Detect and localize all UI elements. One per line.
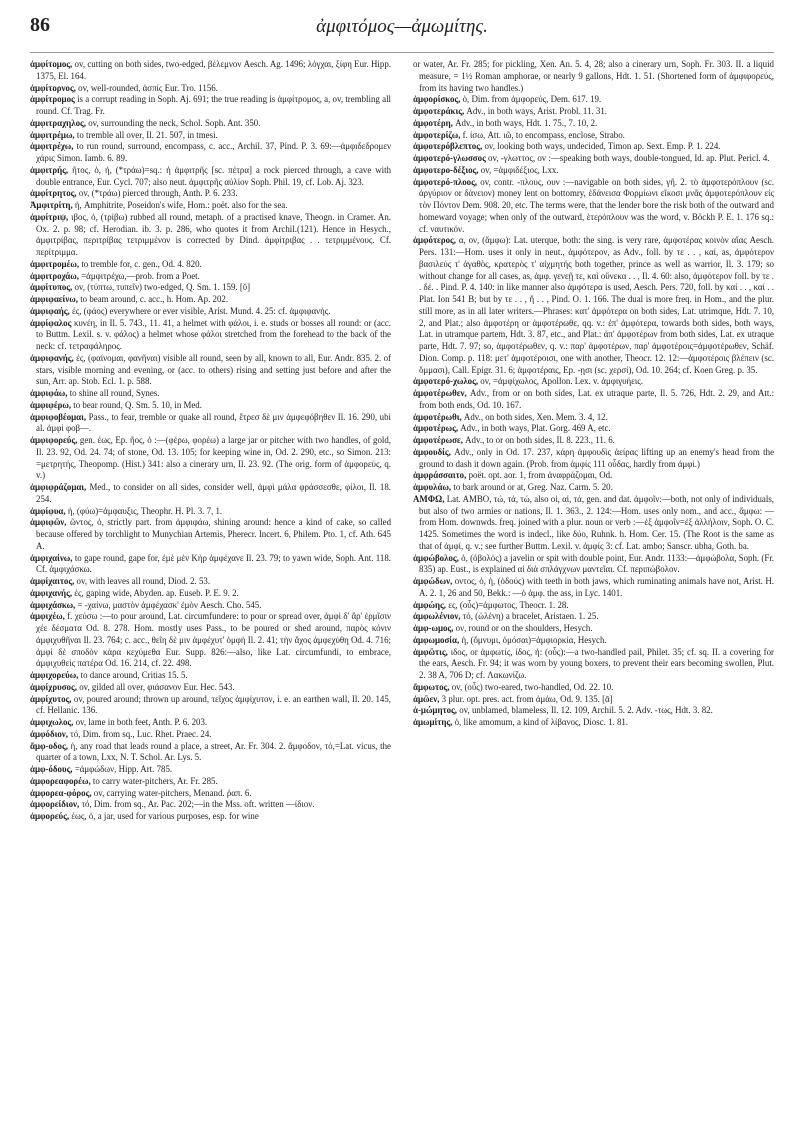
entry-headword: ἀμφίτορνος, [30, 82, 76, 93]
dictionary-entry [413, 165, 774, 177]
entry-definition: =ἀμφώδων, Hipp. Art. 785. [74, 764, 173, 774]
entry-definition: ov, cutting on both sides, two-edged, βέλεμνον Aesch. Ag. 1496; λόγχαι, ξίφη Eur. Hipp. 1375, El. 164. [36, 59, 391, 81]
dictionary-entry [30, 294, 391, 306]
entry-definition: or water, Ar. Fr. 285; for pickling, Xen. An. 5. 4, 28; also a cinerary urn, Soph. Fr. 303. II. a liquid measure, = 1½ Roman amphorae, or nearly 9 gallons, Hdt. 1. 51. (Shortened form of ἀμφιφορεύς, from its having two handles.) [413, 59, 774, 93]
entry-headword: ἀμφοτεράκις, [413, 106, 465, 116]
entry-definition: to bark around or at, Greg. Naz. Carm. 5. 20. [453, 482, 613, 492]
entry-definition: ov, with leaves all round, Diod. 2. 53. [76, 576, 211, 586]
entry-headword: ἀμφίφυα, [30, 505, 66, 516]
dictionary-entry [30, 282, 391, 294]
entry-definition: τό, (ὠλένη) a bracelet, Aristaen. 1. 25. [462, 611, 599, 622]
entry-headword: Ἀμφιτρίτη, [30, 200, 73, 210]
entry-headword: ἀμφίχρυσος, [30, 681, 77, 692]
right-column [413, 59, 774, 1121]
entry-definition: ές, gaping wide, Abyden. ap. Euseb. P. E. 9. 2. [74, 587, 239, 598]
entry-headword: ἀμφορείδιον, [30, 799, 80, 810]
entry-definition: ov, carrying water-pitchers, Menand. ῥαπ. 6. [93, 787, 252, 798]
entry-headword: ἀμφίτομος, [30, 59, 73, 69]
dictionary-entry [30, 776, 391, 788]
entry-definition: ῆτος, ὁ, ἡ, (*τράω)=sq.: ἡ ἀμφιτρῆς [sc. πέτρα] a rock pierced through, a cave with double entrance, Eur. Cycl. 707; also neut. ἀμφιτρῆς αὐλίον Soph. Phil. 19, cf. Lob. Aj. 323. [36, 164, 391, 187]
dictionary-entry [30, 576, 391, 588]
entry-definition: ιβος, ὁ, (τρίβω) rubbed all round, metaph. of a practised knave, Theogn. in Cramer. An. Ox. 2. p. 98; cf. Herodian. ib. 3. p. 286, who quotes it from Archil.(121). Hence in Hesych., ἀμφιτρίβας, περιτρίβας τετριμμένον is corrected by Dind. ἀμφίτριβας . . τετριμμένους. Cf. περίτριμμα. [36, 211, 391, 257]
entry-headword: ἄμφωτος, [413, 681, 450, 692]
entry-headword: ἀμφοτερο-δέξιος, [413, 164, 479, 175]
dictionary-entry [30, 83, 391, 95]
entry-headword: ἀμφιφάω, [30, 388, 68, 398]
entry-definition: to tremble for, c. gen., Od. 4. 820. [81, 258, 202, 269]
dictionary-entry [30, 588, 391, 600]
entry-headword: ΑΜΦΩ, [413, 493, 445, 504]
dictionary-entry [30, 694, 391, 718]
dictionary-entry [413, 118, 774, 130]
dictionary-entry [30, 435, 391, 482]
entry-headword: ἀμφορίσκος, [413, 94, 461, 105]
entry-headword: ἀμφίφαλος [30, 317, 72, 328]
entry-headword: ἀμφῶτις, [413, 646, 448, 657]
entry-headword: ἀμφυλάω, [413, 482, 452, 492]
dictionary-entry [30, 130, 391, 142]
entry-headword: ἀμφώδων, [413, 576, 453, 586]
entry-headword: ἀμφίτυπος, [30, 282, 73, 293]
entry-headword: ἀμφώης, [413, 599, 447, 610]
dictionary-entry [413, 412, 774, 424]
dictionary-entry [413, 694, 774, 706]
entry-definition: to bear round, Q. Sm. 5. 10, in Med. [73, 399, 202, 410]
dictionary-entry [30, 353, 391, 388]
entry-definition: ov, (τύπτω, τυπεῖν) two-edged, Q. Sm. 1. 159. [ῠ] [74, 282, 251, 293]
entry-headword: ἀμφιφῶν, [30, 517, 67, 528]
entry-headword: ἀμῶεν, [413, 693, 440, 704]
entry-definition: = -χαίνω, μαστὸν ἀμφέχασκ' ἐμὸν Aesch. Cho. 545. [77, 599, 262, 610]
dictionary-entry [413, 470, 774, 482]
dictionary-entry [30, 517, 391, 552]
entry-headword: ἀμφίχαιτος, [30, 576, 75, 586]
dictionary-entry [30, 717, 391, 729]
entry-definition: οντος, ὁ, ἡ, (ὀδούς) with teeth in both jaws, which ruminating animals have not, Arist. H. A. 2. 1, 26 and 50, Bekk.: —ὁ ἀμφ. the ass, in Lyc. 1401. [419, 576, 774, 598]
entry-definition: f. ίσω, Att. ιῶ, to encompass, enclose, Strabo. [462, 129, 625, 140]
entry-definition: to tremble all over, Il. 21. 507, in tmesi. [76, 129, 218, 140]
dictionary-entry [30, 553, 391, 577]
dictionary-entry [413, 705, 774, 717]
entry-definition: ov, unblamed, blameless, Il. 12. 109, Archil. 5. 2. Adv. -τως, Hdt. 3. 82. [459, 705, 713, 716]
dictionary-entry [413, 717, 774, 729]
entry-headword: ἀμφιτραχηλος, [30, 117, 86, 128]
entry-headword: ἀμφοτερό-γλωσσος [413, 153, 486, 163]
entry-definition: Adv., in both ways, Arist. Probl. 11. 31. [466, 106, 608, 116]
entry-headword: ἀμφ-ωμος, [413, 623, 454, 633]
entry-definition: τό, Dim. from sq., Luc. Rhet. Praec. 24. [70, 728, 212, 739]
dictionary-entry [413, 682, 774, 694]
entry-definition: ov, (οὖς) two-eared, two-handled, Od. 22. 10. [451, 681, 614, 692]
entry-headword: ἀμφωμοσία, [413, 634, 460, 645]
entry-definition: ov, surrounding the neck, Schol. Soph. Ant. 350. [88, 117, 261, 128]
entry-headword: ἀμφιτροχάω, [30, 270, 79, 281]
entry-headword: ἀμφίτρητος, [30, 188, 77, 199]
entry-headword: ἀμφιτρέμω, [30, 129, 75, 140]
entry-definition: ov, (*τράω) pierced through, Anth. P. 6. 233. [78, 188, 238, 199]
dictionary-entry [30, 729, 391, 741]
entry-headword: ἀ-μώμητος, [413, 705, 457, 716]
entry-definition: Med., to consider on all sides, consider well, ἀμφὶ μάλα φράσσεσθε, φίλοι, Il. 18. 254. [36, 482, 391, 504]
entry-definition: =ἀμφιτρέχω,—prob. from a Poet. [81, 270, 200, 281]
entry-headword: ἀμφιφορεύς, [30, 435, 78, 445]
dictionary-entry [30, 200, 391, 212]
dictionary-entry [30, 799, 391, 811]
entry-headword: ἀμφορεαφορέω, [30, 775, 91, 786]
dictionary-entry [30, 59, 391, 83]
page-header [30, 12, 774, 53]
entry-headword: ἀμφιφανής, [30, 352, 74, 363]
entry-definition: Adv., on both sides, Xen. Mem. 3. 4, 12. [463, 411, 608, 422]
dictionary-entry [413, 376, 774, 388]
entry-definition: ὁ, like amomum, a kind of λίβανος, Diosc. 1. 81. [454, 717, 629, 727]
entry-headword: ἀμφώβολος, [413, 552, 459, 563]
entry-definition: to beam around, c. acc., h. Hom. Ap. 202. [80, 294, 229, 304]
entry-definition: ον, round or on the shoulders, Hesych. [455, 623, 593, 633]
entry-headword: ἀμφόδιον, [30, 728, 68, 739]
entry-definition: ov, -γλωττος, ov :—speaking both ways, double-tongued, Id. ap. Plut. Pericl. 4. [488, 153, 770, 163]
entry-definition: ὁ, Dim. from ἀμφορεύς, Dem. 617. 19. [462, 94, 602, 105]
dictionary-entry [413, 576, 774, 600]
entry-headword: ἀμφότερος, [413, 235, 456, 246]
entry-definition: gen. έως, Ep. ῆος, ὁ :—(φέρω, φορέω) a large jar or pitcher with two handles, of gold, Il. 23. 92, Od. 24. 74; of stone, Od. 13. 105; for keeping wine in, Od. 2. 290, etc., so Simon. 213: =μετρητής, Theopomp. (Hist.) 341: also a cinerary urn, Il. 23. 92. (The orig. form of ἀμφορεύς, q. v.) [36, 435, 391, 481]
dictionary-entry [30, 764, 391, 776]
entry-definition: ιδος, or ἀμφωτίς, ίδος, ἡ: (οὖς):—a two-handled pail, Philet. 35; cf. sq. II. a covering for the ears, Aesch. Fr. 94; it was worn by young boxers, to prevent their ears becoming swollen, Plut. 2. 38 A, 706 D; cf. Λακωνίζω. [419, 646, 774, 680]
dictionary-entry [413, 235, 774, 376]
dictionary-entry [413, 494, 774, 553]
dictionary-entry [30, 611, 391, 670]
entry-headword: ἀμφιτρομέω, [30, 258, 80, 269]
dictionary-entry [30, 271, 391, 283]
entry-definition: Adv., in both ways, Plat. Gorg. 469 A, etc. [460, 423, 611, 434]
entry-definition: ῶντος, ὁ, strictly part. from ἀμφιφάω, shining around: hence a kind of cake, so called because offered by torchlight to Munychian Artemis, Pherecr. Incert. 6, Philem. Pto. 1, cf. Ath. 645 A. [36, 517, 391, 551]
dictionary-entry [413, 106, 774, 118]
entry-definition: is a corrupt reading in Soph. Aj. 691; the true reading is ἀμφίτρομος, a, ov, trembling all round. Cf. Trag. Fr. [36, 94, 391, 116]
dictionary-entry [30, 259, 391, 271]
dictionary-entry [30, 506, 391, 518]
entry-definition: to run round, surround, encompass, c. acc., Archil. 37, Pind. P. 3. 69:—ἀμφιδεδρομεν χάρις Simon. Iamb. 6. 89. [36, 141, 391, 163]
entry-headword: ἀμφιχωλος, [30, 717, 74, 727]
entry-definition: Adv., from or on both sides, Lat. ex utraque parte, Il. 5. 726, Hdt. 2. 29, and Att.: from both ends, Od. 10. 167. [419, 388, 774, 410]
dictionary-entry [413, 177, 774, 236]
entry-definition: ov, gilded all over, φιάσανον Eur. Hec. 543. [79, 681, 235, 692]
entry-headword: ἀμφωλένιον, [413, 611, 461, 622]
entry-definition: ov, contr. -πλους, ουν :—navigable on both sides, γῆ. 2. τὸ ἀμφοτερόπλουν (sc. ἀργύριον or δάνειον) money lent on bottomry, ἐδάνεισα Φορμίωνι εἴκοσι μνᾶς ἀμφοτερόπλουν εἰς τὸν Πόντον Dem. 908. 20, etc. The terms were, that the lender bore the risk both of the outward and homeward voyage; when only of the outward, ἑτερόπλουν was the word, v. Böckh P. E. 1. 176 sq.: cf. ναυτικόν. [419, 176, 774, 234]
entry-headword: ἀμφιφαείνω, [30, 294, 78, 304]
entry-headword: ἀμφίτρομος [30, 94, 75, 105]
entry-headword: ἀμφουδίς, [413, 446, 451, 457]
dictionary-entry [30, 682, 391, 694]
entry-definition: Lat. AMBO, τώ, τά, τώ, also οἱ, αἱ, τά, gen. and dat. ἀμφοῖν:—both, not only of individuals, but also of two armies or nations, Il. 1. 363., 2. 124:—Hom. uses only nom., and acc., ἄμφω: —from Hom. downwds. freq. joined with a plur. noun or verb :—ἐξ ἀμφοῖν=ἐξ ἀλλήλοιν, Soph. O. C. 1425. Sometimes the word is indecl., like δύο, Ruhnk. h. Hom. Cer. 15. (The Root is the same as that of ἀμφί, q. v.; see further Buttm. Lexil. v. ἀμφίς 3: cf. Lat. ambo; Sanscr. ubha, Goth. ba. [419, 493, 774, 551]
dictionary-entry [413, 141, 774, 153]
dictionary-entry [30, 212, 391, 259]
entry-definition: Adv., only in Od. 17. 237, κάρη ἀμφουδὶς ἀείρας lifting up an enemy's head from the ground to dash it down again. (Prob. from ἀμφίς 111 οὖδας, hardly from ἀμφί.) [419, 446, 774, 469]
dictionary-entry [30, 412, 391, 436]
dictionary-entry [413, 435, 774, 447]
entry-definition: Adv., in both ways, Hdt. 1. 75., 7. 10, 2. [455, 117, 598, 128]
entry-headword: ἀμφιφέρω, [30, 399, 72, 410]
entry-definition: ov, lame in both feet, Anth. P. 6. 203. [75, 717, 208, 727]
dictionary-entry [413, 130, 774, 142]
entry-definition: f. χεύσω :—to pour around, Lat. circumfundere: to pour or spread over, ἀμφὶ δ' ἄρ' ἐρμῖσιν χέε δέσματα Od. 8. 278. Hom. mostly uses Pass., to be poured or shed around, παρὸς κόνιν ἀμφιχυθῆναι Il. 23. 764; c. acc., θεῖη δὲ μιν ἀμφέχυτ' ὀμφὴ Il. 2. 41; τὴν ἄχος ἀμφεχύθη Od. 4. 716; ἀμφὶ δὲ σποδὸν κάρα κεχύμεθα Eur. Supp. 826:—also, like Lat. circumfundi, to embrace, ἀμφιχυθεὶς πατέρα Od. 16. 214, cf. 22. 498. [36, 611, 391, 669]
dictionary-entry [413, 553, 774, 577]
dictionary-entry [413, 388, 774, 412]
dictionary-entry [30, 141, 391, 165]
entry-definition: to gape round, gape for, ἐμὲ μὲν Κὴρ ἀμφέχανε Il. 23. 79; to yawn wide, Soph. Ant. 118. Cf. ἀμφιχάσκω. [36, 552, 391, 575]
entry-headword: ἀμφορεα-φόρος, [30, 787, 92, 798]
entry-headword: ἀμφοτέρως, [413, 423, 459, 434]
dictionary-entry [30, 306, 391, 318]
entry-definition: έως, ὁ, a jar, used for various purposes, esp. for wine [71, 811, 259, 821]
entry-headword: ἀμωμίτης, [413, 717, 453, 727]
entry-definition: poët. opt. aor. 1, from ἀναφράζομαι, Od. [468, 470, 613, 481]
entry-headword: ἀμφιτρέχω, [30, 141, 74, 152]
running-head: ἀμφιτόμος—ἀμωμίτης. [316, 16, 488, 37]
dictionary-entry [413, 647, 774, 682]
entry-headword: ἀμφίχυτος, [30, 693, 72, 704]
entry-headword: ἀμφοτερόβλεπτος, [413, 141, 483, 152]
dictionary-entry [30, 318, 391, 353]
entry-headword: ἀμφιτρής, [30, 164, 69, 175]
dictionary-entry [30, 741, 391, 765]
dictionary-entry [413, 611, 774, 623]
dictionary-entry [30, 600, 391, 612]
entry-definition: ἡ, (ὄμνυμι, ὀμόσαι)=ἀμφιορκία, Hesych. [461, 634, 607, 645]
dictionary-entry [413, 59, 774, 94]
entry-headword: ἀμφιχαίνω, [30, 552, 73, 563]
entry-definition: α, ον, (ἄμφω): Lat. uterque, both: the sing. is very rare, ἀμφοτέρας κοινὸν αἴας Aesch. Pers. 131:—Hom. uses it only in neut., ἀμφότερον, as Adv., foll. by τε . . , καί, as, ἀμφότερον βασιλεύς τ' ἀγαθὸς, κρατερὸς τ' αἰχμητής both together, prince as well as warrior, Il. 3. 179; so without change for all cases, as, ἀμφ. γενεῇ τε, καὶ οὕνεκα . . , Il. 4. 60: also, ἀμφότερον foll. by τε . . δέ. . Pind. P. 4. 140: in like manner also ἀμφότερα is used, Aesch. Pers. 720, foll. by καί . . , καί . . Plat. Ion 541 B; but by τε . . , ἤ . . , Pind. O. 1. 166. The dual is more freq. in Hom., and the plur. still more, as in all later writers.—Phrases: κατ' ἀμφότερα on both sides, Lat. utrimque, Hdt. 7. 10, 2, and Plat.; also ἀμφοτέρη or ἀμφοτέρωθε, qq. v.: ἐπ' ἀμφότερα, towards both sides, both ways, Lat. in utramque partem, Hdt. 3. 87, etc., and Plat.: ἀπ' ἀμφοτέρων from both sides, Lat. ex utraque parte, Hdt. 7. 97; so, ἀμφοτέρωθεν, q. v.: παρ' ἀμφοτέρων, παρ' ἀμφοτέροις=ἀμφοτέρωθεν, Schäf. Dion. Comp. p. 118: μετ' ἀμφοτέροισι, one with another, Theocr. 12. 12:—ἀμφοτέροις βλέπειν (sc. ὄμμασι), Call. Epigr. 31. 6; ἀμφοτέραις, Ep. -ῃσι (sc. χερσί), Od. 10. 264; cf. Koen Greg. p. 35. [419, 235, 774, 375]
entry-headword: ἀμφοτέρωσε, [413, 435, 463, 445]
entry-headword: ἀμφοτερό-πλοος, [413, 176, 478, 187]
entry-headword: ἀμφιφοβέομαι, [30, 411, 87, 422]
entry-headword: ἀμφοτερίζω, [413, 129, 461, 140]
entry-headword: ἀμφράσσαιτο, [413, 470, 467, 481]
entry-definition: to carry water-pitchers, Ar. Fr. 285. [92, 775, 218, 786]
entry-headword: ἀμφοτερό-χωλος, [413, 376, 479, 387]
entry-definition: ov, =ἀμφιδέξιος, Lxx. [480, 164, 559, 175]
dictionary-entry [30, 94, 391, 118]
dictionary-entry [413, 600, 774, 612]
entry-headword: ἀμφιφαής, [30, 305, 70, 316]
dictionary-entry [30, 188, 391, 200]
dictionary-entry [413, 447, 774, 471]
entry-headword: ἀμφιφράζομαι, [30, 482, 87, 492]
entry-definition: ές, (φάος) everywhere or ever visible, Arist. Mund. 4. 25: cf. ἀμφιφανής. [72, 305, 331, 316]
dictionary-entry [30, 482, 391, 506]
entry-definition: ές, (φαίνομαι, φανῆναι) visible all round, seen by all, known to all, Eur. Andr. 835. 2. of stars, visible morning and evening, or (acc. to others) rising and setting just before and after the sun, Arr. ap. Stob. Ecl. 1. p. 588. [36, 352, 391, 387]
entry-headword: ἀμφοτέρωθεν, [413, 388, 467, 398]
dictionary-entry [30, 788, 391, 800]
dictionary-entry [30, 165, 391, 189]
entry-definition: Pass., to fear, tremble or quake all round, ἔτρεσ δὲ μιν ἀμφεφόβηθεν Il. 16. 290, ubi al. ἀμφὶ φοβ—. [36, 411, 391, 434]
entry-headword: ἀμφίτριψ, [30, 211, 69, 222]
entry-definition: ἡ, (φύω)=ἀμφαυξις, Theophr. H. Pl. 3. 7, 1. [67, 505, 223, 516]
entry-definition: ὁ, (ὀβολός) a javelin or spit with double point, Eur. Andr. 1133:—ἀμφώβολα, Soph. (Fr. 835) ap. Eust., is explained αἱ διὰ σπλάγχνων μαντεῖαι. Cf. περιπώβολον. [419, 552, 774, 575]
entry-definition: ες, (οὖς)=ἀμφωτος, Theocr. 1. 28. [448, 599, 569, 610]
dictionary-entry [30, 118, 391, 130]
entry-definition: ov, poured around; thrown up around, τεῖχος ἀμφίχυτον, i. e. an earthen wall, Il. 20. 145, cf. Hellanic. 136. [36, 693, 391, 716]
entry-definition: Adv., to or on both sides, Il. 8. 223., 11. 6. [465, 435, 615, 445]
dictionary-entry [30, 400, 391, 412]
columns [30, 59, 774, 1121]
page-number: 86 [30, 14, 50, 36]
dictionary-entry [413, 482, 774, 494]
entry-headword: ἀμφιχορεύω, [30, 670, 79, 680]
dictionary-entry [413, 153, 774, 165]
entry-definition: κυνέη, in Il. 5. 743., 11. 41, a helmet with φάλοι, i. e. studs or bosses all round: or (acc. to Buttm. Lexil. s. v. φάλος) a helmet whose φάλοι stretched from the forehead to the back of the neck: cf. τετραφάληρος. [36, 317, 391, 351]
entry-definition: ἡ, Amphitrite, Poseidon's wife, Hom.: poët. also for the sea. [74, 200, 288, 210]
entry-headword: ἀμφοτέρη, [413, 117, 453, 128]
entry-definition: ov, well-rounded, ἀσπίς Eur. Tro. 1156. [78, 82, 218, 93]
entry-definition: ov, looking both ways, undecided, Timon ap. Sext. Emp. P. 1. 224. [484, 141, 721, 152]
dictionary-entry [413, 423, 774, 435]
dictionary-entry [30, 670, 391, 682]
dictionary-entry [413, 623, 774, 635]
entry-definition: ἡ, any road that leads round a place, a street, Ar. Fr. 304. 2. ἄμφοδον, τό,=Lat. vicus, the quarter of a town, Lxx, N. T. Schol. Ar. Lys. 5. [36, 740, 391, 763]
entry-definition: ov, =ἀμφίχωλος, Apollon. Lex. v. ἀμφιγυήεις. [480, 376, 644, 387]
entry-headword: ἀμφιχάσκω, [30, 599, 76, 610]
entry-headword: ἀμφιχανής, [30, 587, 73, 598]
entry-definition: 3 plur. opt. pres. act. from ἀμάω, Od. 9. 135. [ᾱ] [441, 693, 613, 704]
entry-definition: to shine all round, Synes. [69, 388, 160, 398]
entry-definition: τό, Dim. from sq., Ar. Pac. 202;—in the Mss. oft. written —ίδιον. [81, 799, 315, 810]
dictionary-entry [413, 94, 774, 106]
entry-headword: ἀμφ-όδους, [30, 764, 73, 774]
dictionary-entry [30, 811, 391, 823]
entry-headword: ἄμφ-οδος, [30, 740, 68, 751]
dictionary-entry [30, 388, 391, 400]
entry-headword: ἀμφορεύς, [30, 811, 70, 821]
entry-headword: ἀμφοτέρωθι, [413, 411, 462, 422]
entry-headword: ἀμφιχέω, [30, 611, 65, 622]
dictionary-entry [413, 635, 774, 647]
left-column [30, 59, 391, 1121]
entry-definition: to dance around, Critias 15. 5. [80, 670, 188, 680]
